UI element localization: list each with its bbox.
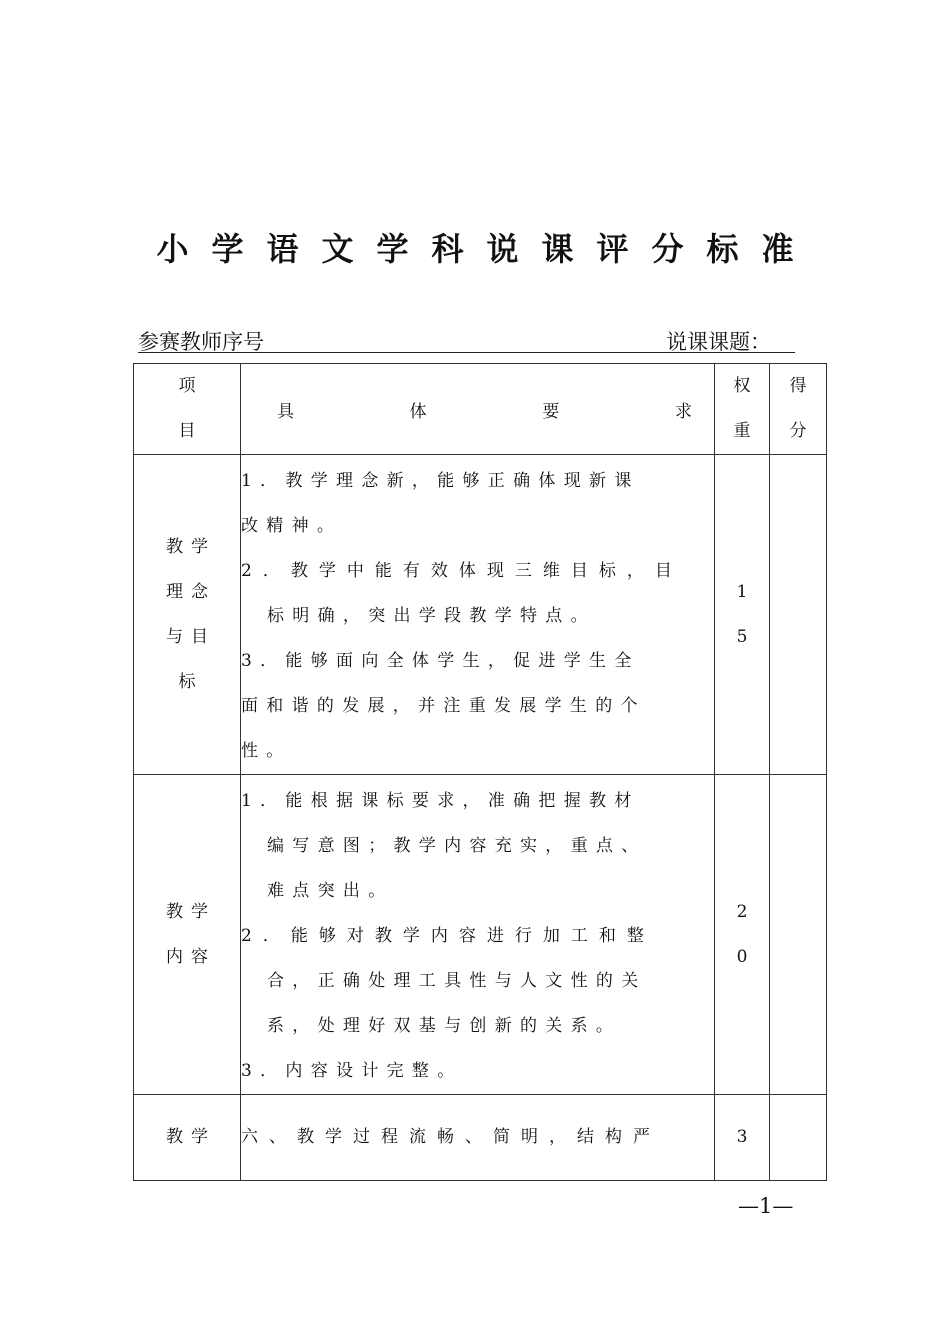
teacher-number-label: 参赛教师序号 [138, 330, 264, 354]
category-line: 理念 [166, 581, 216, 602]
header-item [134, 364, 241, 455]
header-score-char-1: 得 [789, 376, 807, 396]
score-cell[interactable] [770, 775, 827, 1095]
topic-label: 说课课题： [666, 330, 771, 354]
requirement-line: 标明确，突出学段教学特点。 [267, 606, 596, 626]
requirement-line: 2．教学中能有效体现三维目标，目 [241, 561, 683, 581]
category-line: 教学 [166, 536, 216, 557]
header-score [770, 364, 827, 455]
requirement-line: 编写意图；教学内容充实，重点、 [267, 836, 647, 856]
header-weight-char-1: 权 [733, 376, 751, 396]
requirement-line: 3．内容设计完整。 [241, 1061, 463, 1081]
requirement-line: 六、教学过程流畅、简明，结构严 [241, 1127, 661, 1147]
weight-cell [715, 775, 770, 1095]
table-row [134, 775, 827, 1095]
weight-cell [715, 455, 770, 775]
requirement-line: 1．教学理念新，能够正确体现新课 [241, 471, 640, 491]
requirement-line: 1．能根据课标要求，准确把握教材 [241, 791, 640, 811]
header-req-char-4: 求 [674, 401, 692, 422]
weight-digit: 5 [736, 626, 748, 647]
weight-digit: 2 [736, 901, 748, 922]
requirements-cell [241, 775, 715, 1095]
table-row [134, 1095, 827, 1181]
requirement-line: 3．能够面向全体学生，促进学生全 [241, 651, 640, 671]
requirement-line: 改精神。 [241, 516, 343, 536]
weight-digit: 0 [736, 946, 748, 967]
weight-cell [715, 1095, 770, 1181]
requirement-line: 系，处理好双基与创新的关系。 [267, 1016, 622, 1036]
requirements-cell [241, 455, 715, 775]
header-req-char-2: 体 [409, 401, 427, 422]
table-row [134, 455, 827, 775]
header-item-char-2: 目 [178, 421, 196, 441]
scoring-table [133, 363, 827, 1181]
header-score-char-2: 分 [789, 421, 807, 441]
weight-digit: 1 [736, 581, 748, 602]
header-requirements [241, 364, 715, 455]
category-cell [134, 775, 241, 1095]
category-line: 教学 [166, 1127, 216, 1147]
category-cell [134, 455, 241, 775]
page-number: —1— [738, 1194, 794, 1218]
requirements-cell [241, 1095, 715, 1181]
requirement-line: 性。 [241, 741, 292, 761]
requirement-line: 合，正确处理工具性与人文性的关 [267, 971, 647, 991]
requirement-line: 难点突出。 [267, 881, 394, 901]
score-cell[interactable] [770, 455, 827, 775]
weight-digit: 3 [736, 1127, 748, 1147]
category-line: 内容 [166, 946, 216, 967]
document-title: 小学语文学科说课评分标准 [156, 230, 817, 268]
requirement-line: 2．能够对教学内容进行加工和整 [241, 926, 655, 946]
requirement-line: 面和谐的发展，并注重发展学生的个 [241, 696, 646, 716]
category-line: 标 [178, 671, 204, 692]
header-weight [715, 364, 770, 455]
category-line: 与目 [166, 626, 216, 647]
score-cell[interactable] [770, 1095, 827, 1181]
header-item-char-1: 项 [178, 376, 196, 396]
info-line [138, 324, 795, 353]
header-row [134, 364, 827, 455]
header-req-char-1: 具 [277, 401, 294, 422]
category-cell [134, 1095, 241, 1181]
header-req-char-3: 要 [542, 401, 560, 422]
header-weight-char-2: 重 [733, 421, 751, 441]
category-line: 教学 [166, 901, 216, 922]
